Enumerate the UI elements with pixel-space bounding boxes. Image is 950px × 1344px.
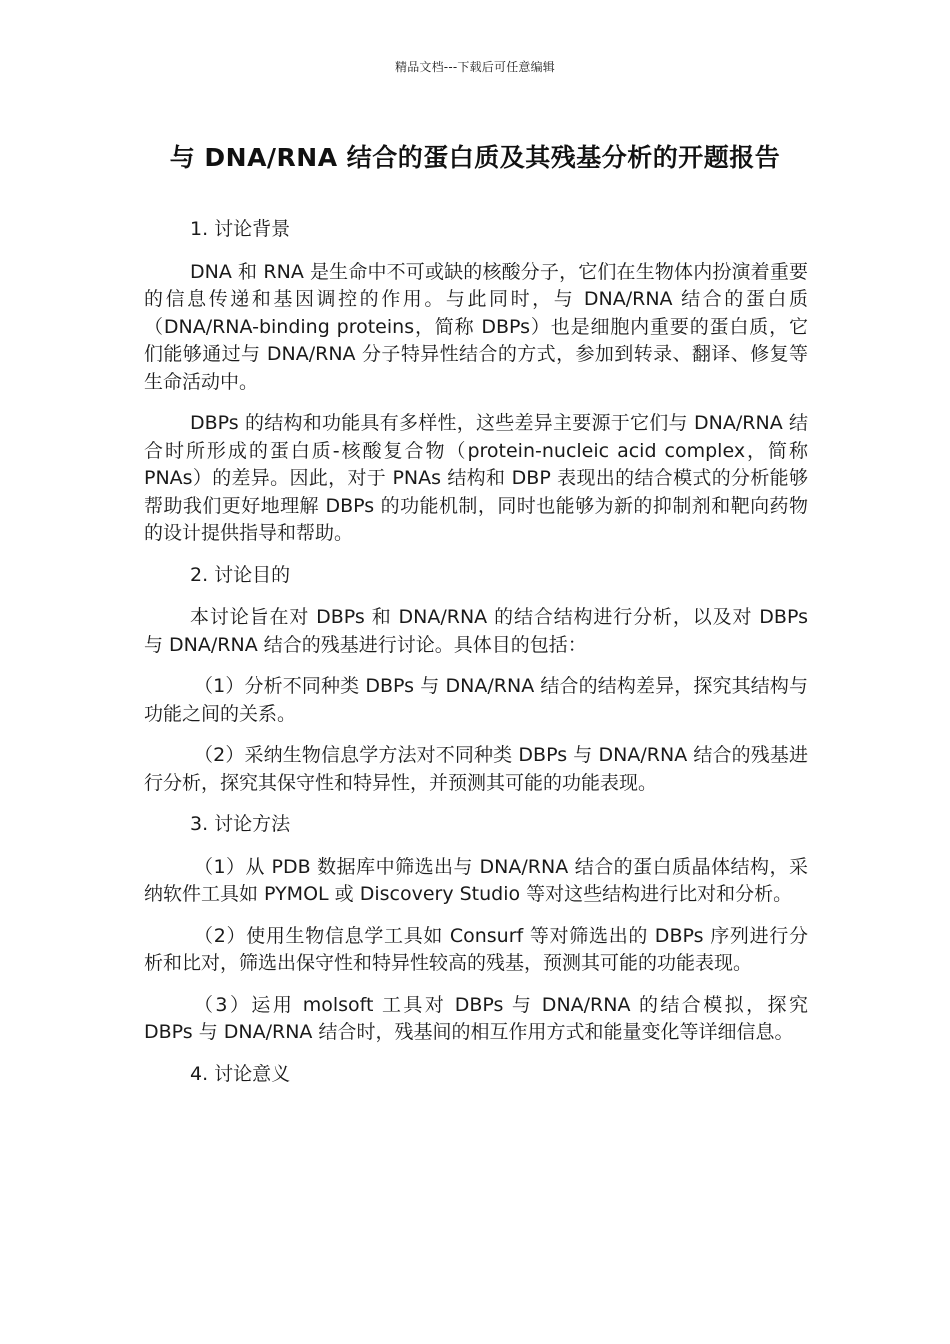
section-heading-background: 1. 讨论背景 xyxy=(190,218,291,240)
paragraph-background-1: DNA 和 RNA 是生命中不可或缺的核酸分子，它们在生物体内扮演着重要的信息传递和基因调控的作用。与此同时，与 DNA/RNA 结合的蛋白质（DNA/RNA-binding proteins，简称 DBPs）也是细胞内重要的蛋白质，它们能够通过与 DNA/RNA 分子特异性结合的方式，参加到转录、翻译、修复等生命活动中。 xyxy=(144,260,808,393)
section-heading-significance: 4. 讨论意义 xyxy=(190,1062,291,1085)
list-item-purpose-2: （2）采纳生物信息学方法对不同种类 DBPs 与 DNA/RNA 结合的残基进行分析，探究其保守性和特异性，并预测其可能的功能表现。 xyxy=(144,744,808,794)
section-heading-purpose: 2. 讨论目的 xyxy=(190,563,291,586)
document-title: 与 DNA/RNA 结合的蛋白质及其残基分析的开题报告 xyxy=(169,143,781,172)
list-item-purpose-1: （1）分析不同种类 DBPs 与 DNA/RNA 结合的结构差异，探究其结构与功能之间的关系。 xyxy=(144,675,808,725)
paragraph-background-2: DBPs 的结构和功能具有多样性，这些差异主要源于它们与 DNA/RNA 结合时所形成的蛋白质-核酸复合物（protein-nucleic acid complex，简称 PNAs）的差异。因此，对于 PNAs 结构和 DBP 表现出的结合模式的分析能够帮助我们更好地理解 DBPs 的功能机制，同时也能够为新的抑制剂和靶向药物的设计提供指导和帮助。 xyxy=(144,412,808,544)
list-item-method-2: （2）使用生物信息学工具如 Consurf 等对筛选出的 DBPs 序列进行分析和比对，筛选出保守性和特异性较高的残基，预测其可能的功能表现。 xyxy=(144,924,808,974)
paragraph-purpose-intro: 本讨论旨在对 DBPs 和 DNA/RNA 的结合结构进行分析，以及对 DBPs 与 DNA/RNA 结合的残基进行讨论。具体目的包括： xyxy=(144,606,808,656)
section-heading-methods: 3. 讨论方法 xyxy=(190,813,291,835)
list-item-method-3: （3）运用 molsoft 工具对 DBPs 与 DNA/RNA 的结合模拟，探究 DBPs 与 DNA/RNA 结合时，残基间的相互作用方式和能量变化等详细信息。 xyxy=(144,993,808,1043)
header-watermark: 精品文档---下载后可任意编辑 xyxy=(395,60,555,74)
list-item-method-1: （1）从 PDB 数据库中筛选出与 DNA/RNA 结合的蛋白质晶体结构，采纳软件工具如 PYMOL 或 Discovery Studio 等对这些结构进行比对和分析。 xyxy=(144,855,808,905)
document-body xyxy=(144,216,808,1103)
